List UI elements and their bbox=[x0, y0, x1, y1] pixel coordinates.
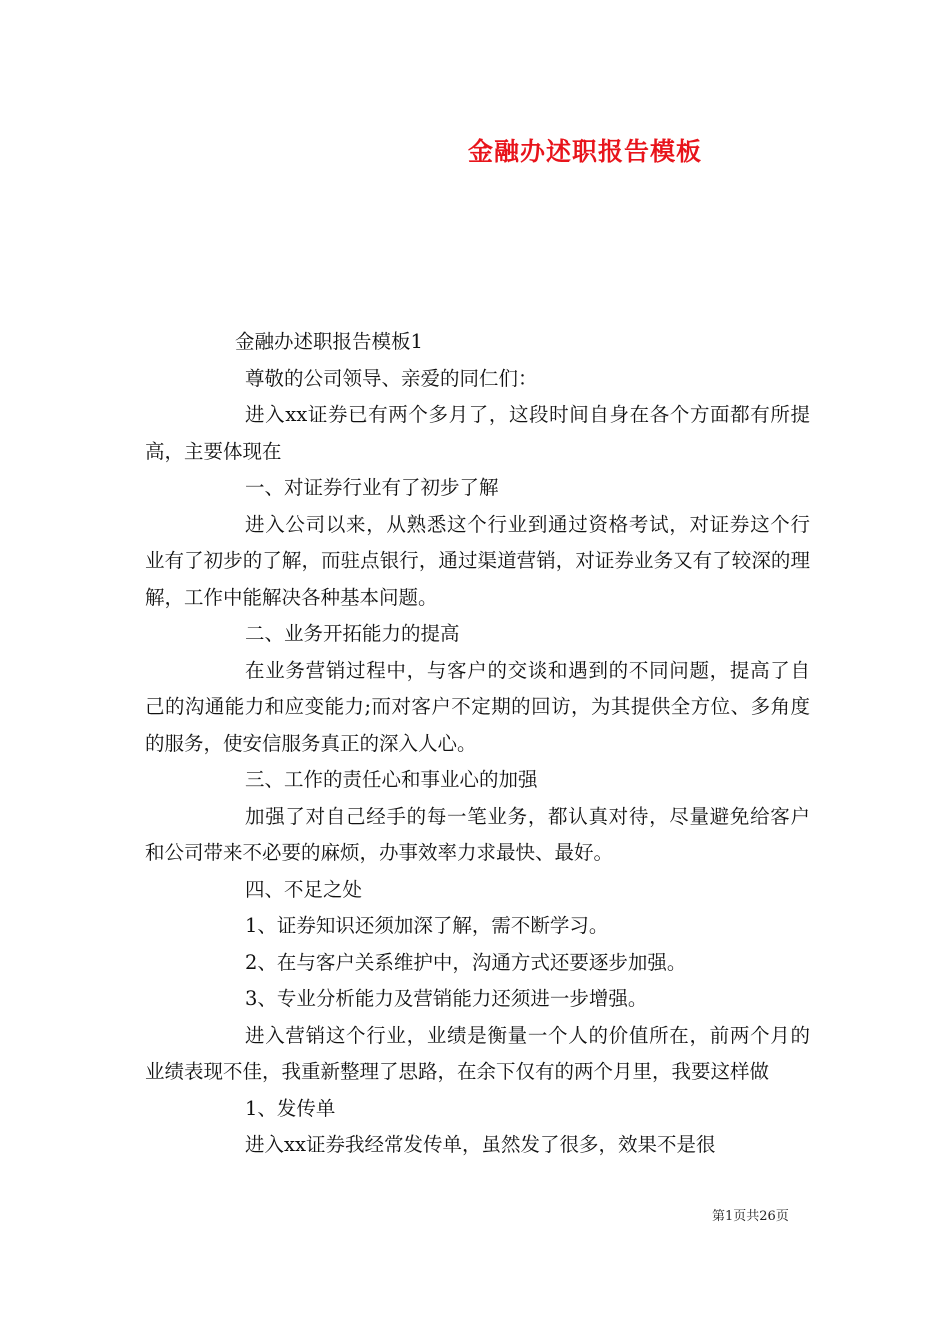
paragraph: 进入xx证券已有两个多月了，这段时间自身在各个方面都有所提高，主要体现在 bbox=[145, 403, 810, 463]
subheading: 四、不足之处 bbox=[245, 877, 363, 901]
list-item: 1、发传单 bbox=[245, 1096, 336, 1120]
subheading: 三、工作的责任心和事业心的加强 bbox=[245, 768, 538, 791]
document-title: 金融办述职报告模板 bbox=[468, 137, 703, 166]
paragraph: 进入公司以来，从熟悉这个行业到通过资格考试，对证券这个行业有了初步的了解，而驻点银行，通过渠道营销，对证券业务又有了较深的理解，工作中能解决各种基本问题。 bbox=[145, 512, 810, 609]
subheading: 一、对证券行业有了初步了解 bbox=[245, 476, 499, 499]
paragraph: 进入营销这个行业，业绩是衡量一个人的价值所在，前两个月的业绩表现不佳，我重新整理了思路，在余下仅有的两个月里，我要这样做 bbox=[145, 1023, 810, 1083]
paragraph: 加强了对自己经手的每一笔业务，都认真对待，尽量避免给客户和公司带来不必要的麻烦，办事效率力求最快、最好。 bbox=[145, 804, 810, 864]
salutation: 尊敬的公司领导、亲爱的同仁们： bbox=[245, 366, 538, 390]
paragraph: 进入xx证券我经常发传单，虽然发了很多，效果不是很 bbox=[245, 1133, 716, 1156]
list-item: 2、在与客户关系维护中，沟通方式还要逐步加强。 bbox=[245, 950, 687, 974]
section-heading: 金融办述职报告模板1 bbox=[235, 330, 423, 353]
list-item: 3、专业分析能力及营销能力还须进一步增强。 bbox=[245, 987, 648, 1010]
paragraph: 在业务营销过程中，与客户的交谈和遇到的不同问题，提高了自己的沟通能力和应变能力;而对客户不定期的回访，为其提供全方位、多角度的服务，使安信服务真正的深入人心。 bbox=[145, 658, 810, 755]
document-body bbox=[145, 324, 810, 1164]
page-number-footer: 第1页共26页 bbox=[712, 1209, 789, 1224]
subheading: 二、业务开拓能力的提高 bbox=[245, 622, 460, 645]
list-item: 1、证券知识还须加深了解，需不断学习。 bbox=[245, 914, 609, 937]
